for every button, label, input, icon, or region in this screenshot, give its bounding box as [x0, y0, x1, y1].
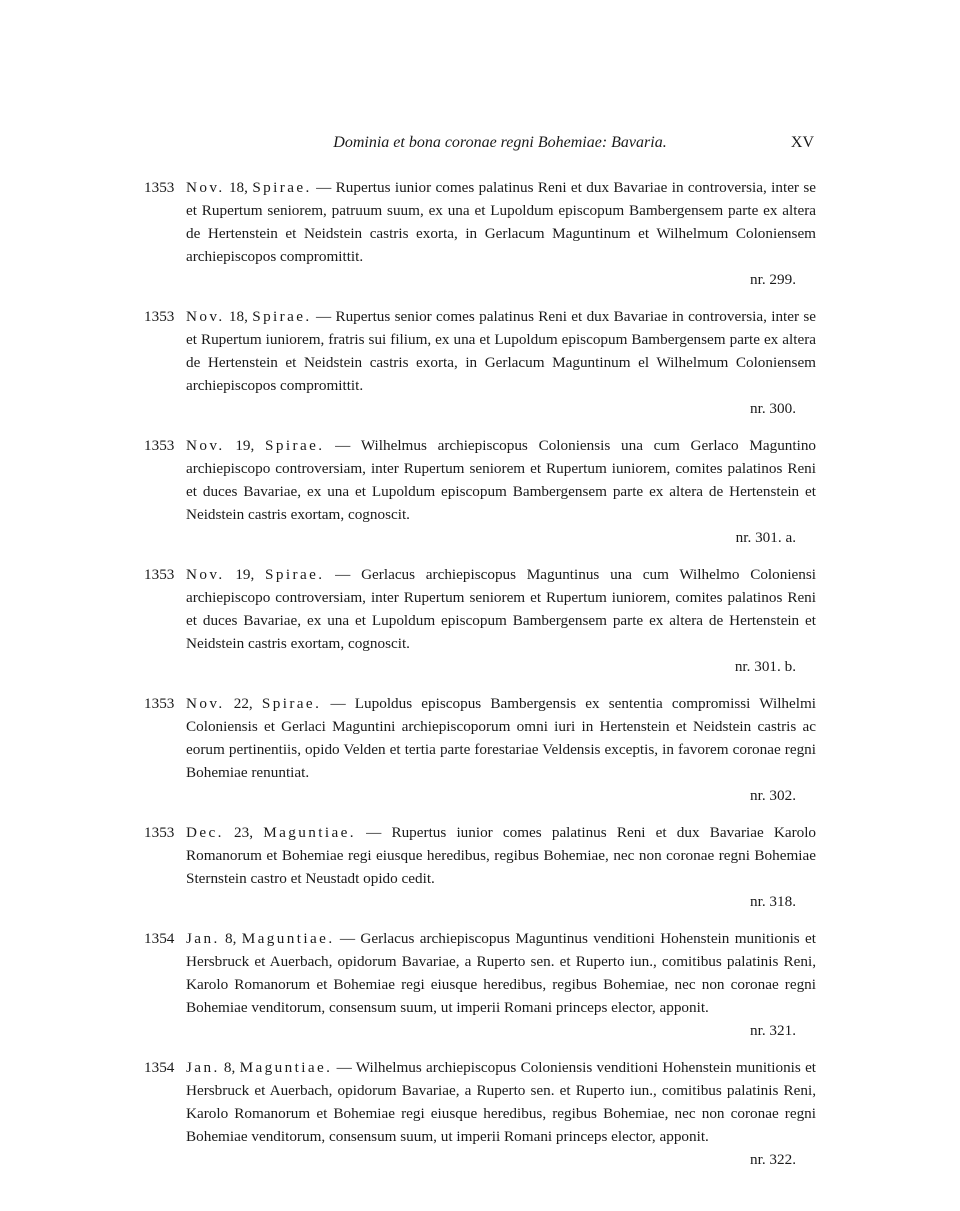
entry-text: — Rupertus iunior comes palatinus Reni et dux Bavariae in controversia, inter se et Rupertum seniorem, patruum suum, ex una et Lupoldum episcopum Bambergensem parte ex altera de Hertenstein et Neidstein castris exorta, in Gerlacum Maguntinum et Wilhelmum Coloniensem archiepiscopos compromittit.: [186, 179, 817, 265]
entry-year: 1354: [144, 930, 175, 947]
entry-day: 19,: [235, 437, 255, 454]
entry-place: Maguntiae.: [263, 824, 356, 841]
entry-year: 1353: [144, 179, 175, 196]
regest-entry: [144, 821, 816, 913]
entry-reference: nr. 302.: [750, 787, 796, 804]
entry-text: — Lupoldus episcopus Bambergensis ex sententia compromissi Wilhelmi Coloniensis et Gerlaci Maguntini archiepiscoporum omni iuri in Hertenstein et Neidstein castris ac eorum pertinentiis, opido Velden et tertia parte forestariae Veldensis exceptis, in favorem coronae regni Bohemiae renuntiat.: [186, 695, 816, 781]
entry-text: — Gerlacus archiepiscopus Maguntinus venditioni Hohenstein munitionis et Hersbruck et Auerbach, opidorum Bavariae, a Ruperto sen. et Ruperto iun., comitibus palatinis Reni, Karolo Romanorum et Bohemiae regi eiusque heredibus, regibus Bohemiae, nec non coronae regni Bohemiae venditorum, consensum suum, ut imperii Romani princeps elector, apponit.: [186, 930, 817, 1016]
entry-month: Nov.: [186, 179, 225, 196]
entry-place: Maguntiae.: [239, 1059, 333, 1076]
regest-entry: [144, 1056, 816, 1171]
entry-year: 1354: [144, 1059, 175, 1076]
entry-place: Spirae.: [252, 308, 312, 325]
regest-entry: [144, 927, 816, 1042]
regest-entry: [144, 692, 816, 807]
entry-reference: nr. 322.: [750, 1151, 796, 1168]
entry-month: Nov.: [186, 566, 225, 583]
regest-entry: [144, 434, 816, 549]
entry-text: — Wilhelmus archiepiscopus Coloniensis una cum Gerlaco Maguntino archiepiscopo controversiam, inter Rupertum seniorem et Rupertum iuniorem, comites palatinos Reni et duces Bavariae, ex una et Lupoldum episcopum Bambergensem parte ex altera de Hertenstein et Neidstein castris exortam, cognoscit.: [186, 437, 817, 523]
entry-text: — Wilhelmus archiepiscopus Coloniensis venditioni Hohenstein munitionis et Hersbruck et Auerbach, opidorum Bavariae, a Ruperto sen. et Ruperto iun., comitibus palatinis Reni, Karolo Romanorum et Bohemiae regi eiusque heredibus, regibus Bohemiae, nec non coronae regni Bohemiae venditorum, consensum suum, ut imperii Romani princeps elector, apponit.: [186, 1059, 817, 1145]
running-title: Dominia et bona coronae regni Bohemiae: Bavaria.: [333, 134, 667, 151]
entry-text: — Rupertus senior comes palatinus Reni et dux Bavariae in controversia, inter se et Rupertum iuniorem, fratris sui filium, ex una et Lupoldum episcopum Bambergensem parte ex altera de Hertenstein et Neidstein castris exorta, in Gerlacum Maguntinum el Wilhelmum Coloniensem archiepiscopos compromittit.: [186, 308, 817, 394]
entry-reference: nr. 299.: [750, 271, 796, 288]
entry-year: 1353: [144, 566, 175, 583]
entry-month: Nov.: [186, 437, 225, 454]
entry-day: 18,: [228, 308, 248, 325]
entry-day: 8,: [223, 1059, 236, 1076]
page-header: [186, 132, 814, 156]
entry-year: 1353: [144, 695, 175, 712]
entry-day: 23,: [234, 824, 254, 841]
entry-reference: nr. 318.: [750, 893, 796, 910]
entry-month: Nov.: [186, 308, 225, 325]
regest-entry: [144, 305, 816, 420]
entry-month: Jan.: [186, 1059, 220, 1076]
entry-place: Maguntiae.: [241, 930, 335, 947]
regest-entry: [144, 563, 816, 678]
entry-day: 22,: [233, 695, 253, 712]
regest-entry: [144, 176, 816, 291]
entry-month: Dec.: [186, 824, 224, 841]
entry-reference: nr. 300.: [750, 400, 796, 417]
entry-day: 18,: [228, 179, 248, 196]
entry-text: — Gerlacus archiepiscopus Maguntinus una cum Wilhelmo Coloniensi archiepiscopo controversiam, inter Rupertum seniorem et Rupertum iuniorem, comites palatinos Reni et duces Bavariae, ex una et Lupoldum episcopum Bambergensem parte ex altera de Hertenstein et Neidstein castris exortam, cognoscit.: [186, 566, 817, 652]
entry-text: — Rupertus iunior comes palatinus Reni et dux Bavariae Karolo Romanorum et Bohemiae regi eiusque heredibus, regibus Bohemiae, nec non coronae regni Bohemiae Sternstein castro et Neustadt opido cedit.: [186, 824, 817, 887]
page-number: XV: [790, 134, 814, 151]
entry-reference: nr. 321.: [750, 1022, 796, 1039]
entry-year: 1353: [144, 824, 175, 841]
entry-place: Spirae.: [252, 179, 312, 196]
entry-year: 1353: [144, 437, 175, 454]
regesta-list: [144, 176, 816, 1185]
entry-year: 1353: [144, 308, 175, 325]
entry-day: 8,: [225, 930, 237, 947]
entry-place: Spirae.: [265, 437, 325, 454]
entry-place: Spirae.: [265, 566, 325, 583]
entry-place: Spirae.: [261, 695, 322, 712]
entry-month: Jan.: [186, 930, 220, 947]
entry-month: Nov.: [186, 695, 225, 712]
entry-reference: nr. 301. a.: [735, 529, 796, 546]
entry-reference: nr. 301. b.: [734, 658, 796, 675]
entry-day: 19,: [235, 566, 255, 583]
